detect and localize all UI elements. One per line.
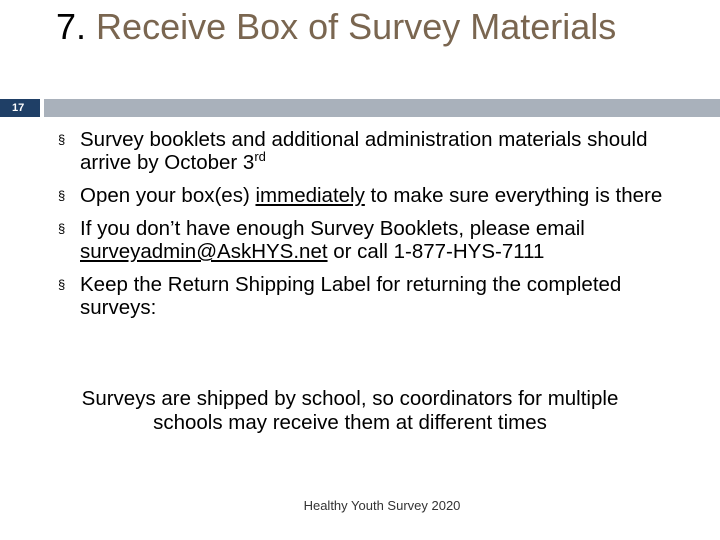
- slide-number: 17: [0, 99, 40, 117]
- bullet-list: [58, 128, 698, 329]
- bullet-text: Keep the Return Shipping Label for returning the completed surveys:: [80, 273, 622, 319]
- ordinal-superscript: rd: [254, 149, 266, 164]
- shipping-note: Surveys are shipped by school, so coordinators for multiple schools may receive them at different times: [81, 387, 619, 434]
- emphasis-underlined: immediately: [255, 184, 365, 207]
- title-text: Receive Box of Survey Materials: [96, 6, 617, 47]
- bullet-item-arrival: [58, 128, 698, 174]
- divider-gray-band: [44, 99, 720, 117]
- bullet-text: Open your box(es): [80, 184, 256, 207]
- bullet-marker-icon: §: [58, 188, 66, 203]
- footer-text: Healthy Youth Survey 2020: [303, 498, 461, 513]
- title-number: 7.: [56, 6, 87, 47]
- bullet-item-request-booklets: [58, 217, 698, 263]
- bullet-item-open-box: [58, 184, 698, 207]
- title-divider-bar: [0, 99, 720, 119]
- bullet-text: If you don’t have enough Survey Booklets, please email: [80, 217, 585, 240]
- bullet-marker-icon: §: [58, 221, 66, 236]
- bullet-marker-icon: §: [58, 277, 66, 292]
- slide-title: [56, 6, 656, 48]
- bullet-text: Survey booklets and additional administration materials should arrive by October 3: [80, 128, 648, 174]
- bullet-item-return-label: [58, 273, 698, 319]
- bullet-text-continued: or call 1-877-HYS-7111: [327, 240, 545, 263]
- bullet-marker-icon: §: [58, 132, 66, 147]
- email-link[interactable]: surveyadmin@AskHYS.net: [80, 240, 328, 263]
- bullet-text-continued: to make sure everything is there: [364, 184, 663, 207]
